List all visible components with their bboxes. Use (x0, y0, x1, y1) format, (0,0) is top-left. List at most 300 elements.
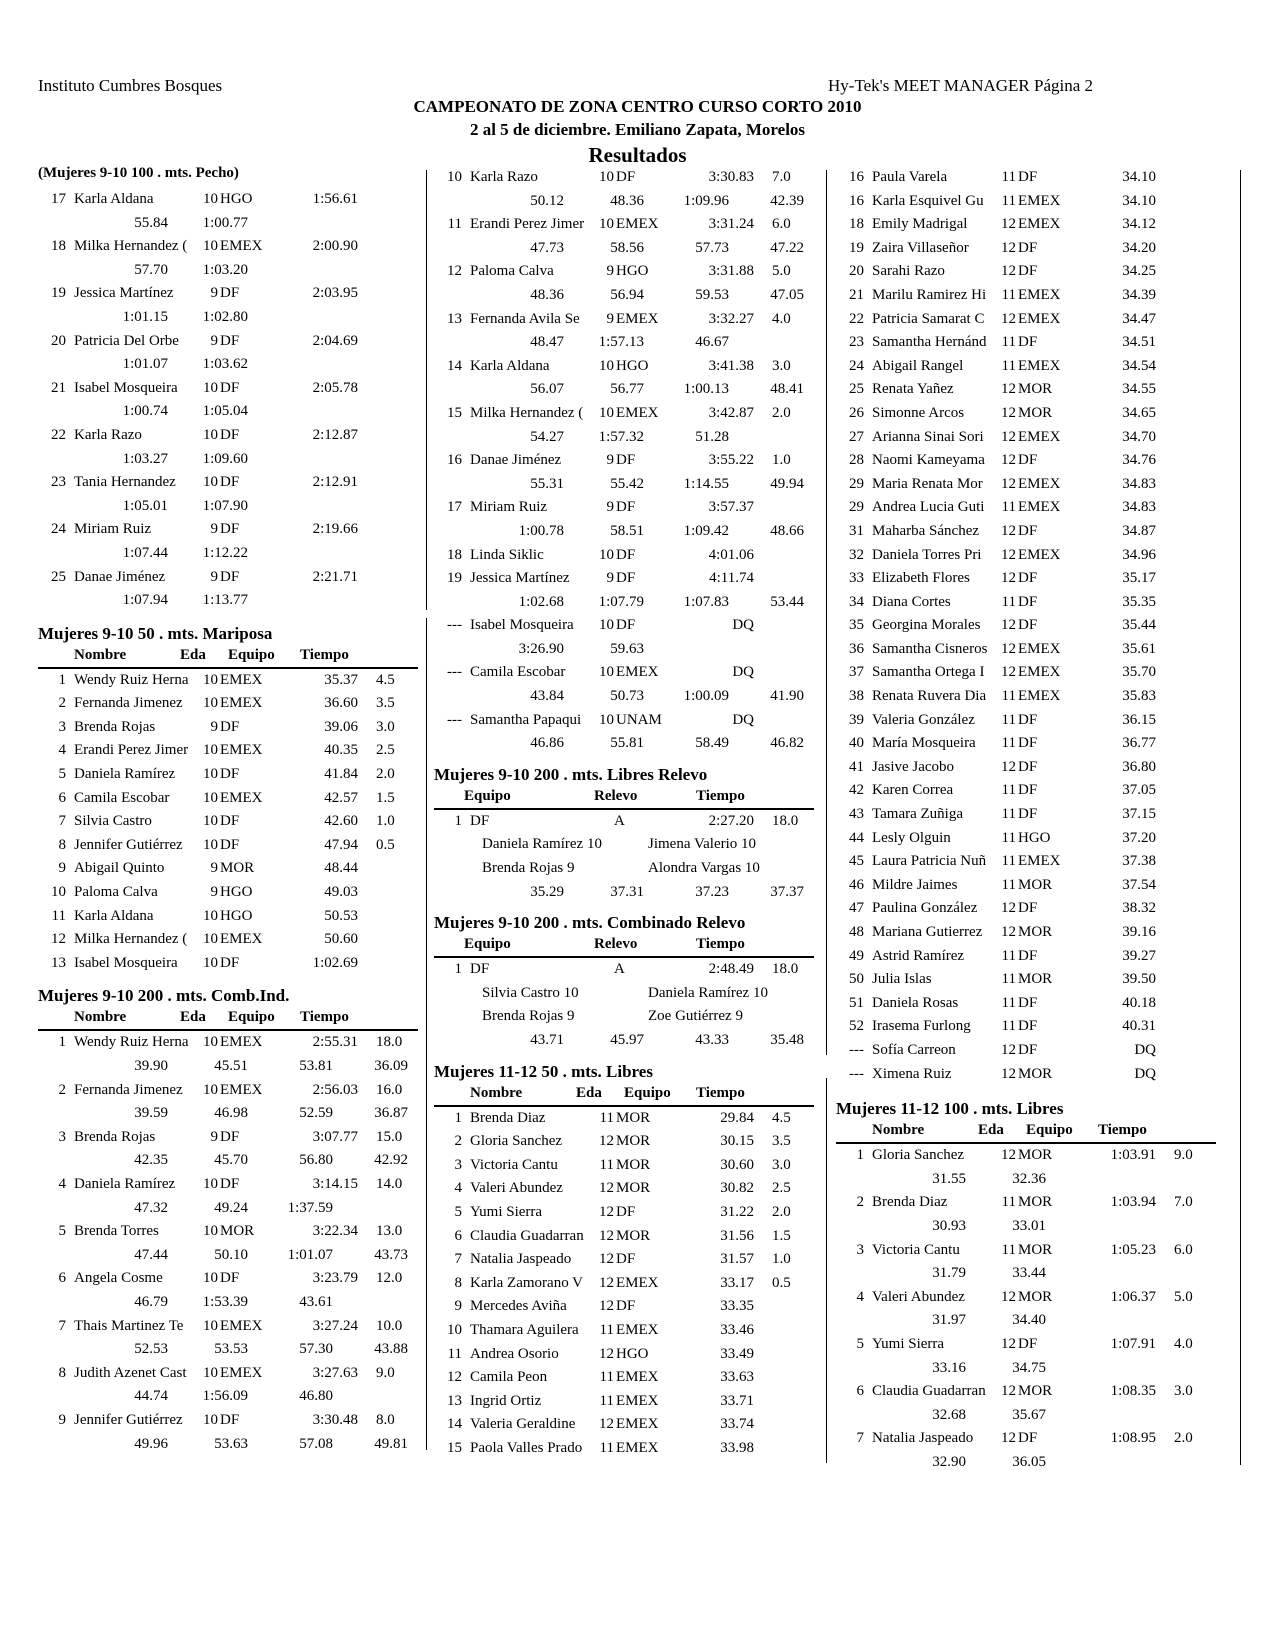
place: 36 (849, 640, 864, 657)
place: 16 (849, 192, 864, 209)
points: 2.5 (376, 742, 395, 759)
age: 10 (599, 617, 614, 634)
place: 37 (849, 664, 864, 681)
splits-row (836, 1262, 1216, 1286)
time: 3:14.15 (312, 1175, 358, 1192)
points: 3.0 (376, 718, 395, 735)
place: 23 (51, 474, 66, 491)
result-row (38, 518, 418, 542)
time: 34.12 (1122, 216, 1156, 233)
swimmer-name: Mariana Gutierrez (872, 924, 983, 940)
splits-row (38, 1385, 418, 1409)
split: 1:57.13 (598, 334, 644, 351)
points: 0.5 (376, 836, 395, 853)
relay-swimmer: Daniela Ramírez 10 (648, 984, 768, 1001)
age: 11 (1001, 806, 1016, 823)
result-row (434, 166, 814, 190)
splits-row (434, 685, 814, 709)
split: 43.88 (374, 1341, 408, 1358)
split: 1:05.04 (202, 403, 248, 420)
time: DQ (732, 664, 754, 681)
team: DF (616, 570, 636, 587)
team: MOR (616, 1227, 651, 1244)
age: 9 (210, 332, 218, 349)
team: EMEX (1018, 499, 1061, 516)
relay-swimmers-row (434, 857, 814, 881)
split: 49.94 (770, 475, 804, 492)
place: 9 (58, 1411, 66, 1428)
result-row (836, 732, 1216, 756)
split: 36.87 (374, 1105, 408, 1122)
result-row (836, 638, 1216, 662)
place: 34 (849, 593, 864, 610)
split: 1:53.39 (202, 1293, 248, 1310)
place: 1 (856, 1147, 864, 1164)
team: EMEX (616, 1274, 659, 1291)
split: 1:00.77 (202, 214, 248, 231)
place: 35 (849, 617, 864, 634)
result-row (38, 282, 418, 306)
split: 1:01.07 (287, 1246, 333, 1263)
col-header-time: Tiempo (696, 936, 745, 953)
col-header-team: Equipo (464, 787, 511, 804)
place: 7 (454, 1251, 462, 1268)
team: MOR (616, 1133, 651, 1150)
time: DQ (732, 711, 754, 728)
spacer (836, 1086, 1216, 1094)
split: 47.22 (770, 239, 804, 256)
age: 10 (203, 1364, 218, 1381)
age: 11 (1001, 853, 1016, 870)
team: DF (220, 332, 240, 349)
time: 33.63 (720, 1369, 754, 1386)
place: 47 (849, 900, 864, 917)
swimmer-name: Brenda Diaz (872, 1194, 948, 1211)
result-row (434, 1295, 814, 1319)
place: 14 (447, 357, 462, 374)
split: 47.44 (134, 1246, 168, 1263)
time: 2:21.71 (312, 568, 358, 585)
time: 42.60 (324, 813, 358, 830)
split: 1:02.68 (518, 593, 564, 610)
time: 39.06 (324, 718, 358, 735)
points: 7.0 (772, 169, 791, 185)
event-title: Mujeres 11-12 50 . mts. Libres (434, 1061, 653, 1081)
points: 3.5 (772, 1133, 791, 1150)
swimmer-name: Claudia Guadarran (872, 1383, 986, 1400)
place: 15 (447, 1439, 462, 1456)
place: 49 (849, 947, 864, 964)
relay-swimmer: Zoe Gutiérrez 9 (648, 1008, 743, 1025)
swimmer-name: Brenda Rojas (74, 718, 156, 735)
age: 12 (599, 1251, 614, 1268)
split: 58.56 (610, 239, 644, 256)
team: DF (1018, 735, 1038, 752)
relay-swimmers-row (434, 982, 814, 1006)
place: 20 (849, 263, 864, 280)
points: 12.0 (376, 1270, 403, 1287)
splits-row (434, 638, 814, 662)
place: 21 (51, 379, 66, 396)
age: 11 (1001, 994, 1016, 1011)
age: 11 (1001, 169, 1016, 185)
splits-row (434, 881, 814, 905)
place: 51 (849, 994, 864, 1011)
age: 10 (203, 836, 218, 853)
result-row (836, 1191, 1216, 1215)
swimmer-name: Natalia Jaspeado (470, 1251, 572, 1268)
time: 3:32.27 (708, 310, 754, 327)
split: 1:37.59 (287, 1199, 333, 1216)
swimmer-name: Sofía Carreon (872, 1041, 956, 1058)
age: 12 (1001, 428, 1016, 445)
swimmer-name: Miriam Ruiz (74, 521, 152, 538)
points: 3.0 (772, 357, 791, 374)
swimmer-name: Emily Madrigal (872, 216, 968, 233)
meet-title: CAMPEONATO DE ZONA CENTRO CURSO CORTO 2010 (413, 97, 862, 116)
result-row (836, 331, 1216, 355)
age: 12 (599, 1227, 614, 1244)
result-row (836, 1333, 1216, 1357)
result-row (38, 1031, 418, 1055)
team: EMEX (1018, 640, 1061, 657)
split: 45.97 (610, 1032, 644, 1048)
splits-row (38, 1149, 418, 1173)
place: 20 (51, 332, 66, 349)
place: 25 (51, 568, 66, 585)
swimmer-name: Isabel Mosqueira (470, 617, 574, 634)
split: 48.47 (530, 334, 564, 351)
place: 2 (856, 1194, 864, 1211)
swimmer-name: Maria Renata Mor (872, 475, 983, 492)
place: 11 (51, 907, 66, 924)
points: 10.0 (376, 1317, 403, 1334)
swimmer-name: Arianna Sinai Sori (872, 428, 984, 445)
time: 33.71 (720, 1392, 754, 1409)
column-divider (426, 618, 427, 1450)
result-row (38, 669, 418, 693)
time: 50.60 (324, 931, 358, 948)
column-divider (826, 1078, 827, 1463)
split: 53.53 (214, 1341, 248, 1358)
place: 3 (856, 1241, 864, 1258)
points: 15.0 (376, 1128, 403, 1145)
place: --- (447, 617, 462, 634)
age: 9 (210, 860, 218, 877)
result-row (434, 544, 814, 568)
column-header-row (434, 1083, 814, 1107)
team: MOR (1018, 971, 1053, 988)
result-row (434, 1201, 814, 1225)
team: DF (220, 954, 240, 971)
split: 47.73 (530, 239, 564, 256)
team: EMEX (1018, 286, 1061, 303)
place: 5 (58, 1223, 66, 1240)
splits-row (434, 331, 814, 355)
time: 37.20 (1122, 829, 1156, 846)
result-row (434, 661, 814, 685)
time: 33.35 (720, 1298, 754, 1315)
team: DF (616, 1203, 636, 1220)
place: 4 (856, 1288, 864, 1305)
team: DF (220, 1175, 240, 1192)
split: 1:14.55 (683, 475, 729, 492)
column-header-row (434, 934, 814, 958)
place: 24 (51, 521, 66, 538)
points: 4.5 (376, 671, 395, 688)
swimmer-name: Karla Razo (74, 426, 142, 443)
age: 10 (599, 546, 614, 563)
result-row (836, 850, 1216, 874)
result-row (38, 881, 418, 905)
result-row (38, 763, 418, 787)
age: 12 (1001, 570, 1016, 587)
age: 10 (203, 1317, 218, 1334)
age: 11 (1001, 192, 1016, 209)
split: 59.63 (610, 640, 644, 657)
time: 3:07.77 (312, 1128, 358, 1145)
swimmer-name: Daniela Torres Pri (872, 546, 982, 563)
age: 12 (1001, 522, 1016, 539)
age: 10 (203, 379, 218, 396)
team: DF (1018, 617, 1038, 634)
split: 42.35 (134, 1152, 168, 1169)
swimmer-name: Claudia Guadarran (470, 1227, 584, 1244)
time: 1:08.35 (1110, 1383, 1156, 1400)
split: 56.94 (610, 286, 644, 303)
time: 49.03 (324, 884, 358, 901)
swimmer-name: Ximena Ruiz (872, 1065, 952, 1082)
place: 5 (454, 1203, 462, 1220)
age: 10 (203, 766, 218, 783)
points: 4.0 (772, 310, 791, 327)
result-row (434, 1366, 814, 1390)
time: 34.70 (1122, 428, 1156, 445)
split: 57.73 (695, 239, 729, 256)
place: 18 (447, 546, 462, 563)
time: 30.15 (720, 1133, 754, 1150)
team: DF (220, 813, 240, 830)
age: 12 (1001, 1065, 1016, 1082)
result-row (836, 1286, 1216, 1310)
place: 43 (849, 806, 864, 823)
split: 1:12.22 (202, 544, 248, 561)
age: 11 (1001, 947, 1016, 964)
col-header-name: Nombre (872, 1122, 925, 1139)
team: EMEX (1018, 853, 1061, 870)
column-header-row (836, 1120, 1216, 1144)
team: HGO (220, 191, 253, 207)
split: 31.97 (932, 1312, 966, 1329)
points: 16.0 (376, 1081, 403, 1098)
split: 54.27 (530, 428, 564, 445)
split: 53.63 (214, 1435, 248, 1452)
result-row (434, 449, 814, 473)
team: EMEX (220, 931, 263, 948)
team: DF (616, 452, 636, 469)
team: EMEX (220, 238, 263, 255)
place: 29 (849, 475, 864, 492)
points: 3.0 (772, 1156, 791, 1173)
place: 12 (51, 931, 66, 948)
swimmer-name: Paula Varela (872, 169, 948, 185)
place: 8 (58, 1364, 66, 1381)
swimmer-name: Karla Zamorano V (470, 1274, 584, 1291)
team: EMEX (220, 671, 263, 688)
result-row (434, 614, 814, 638)
split: 51.28 (695, 428, 729, 445)
result-row (38, 857, 418, 881)
col-header-team: Equipo (464, 936, 511, 953)
result-row (836, 426, 1216, 450)
result-row (38, 1220, 418, 1244)
split: 1:07.83 (683, 593, 729, 610)
event-title: Mujeres 9-10 50 . mts. Mariposa (38, 623, 273, 643)
age: 11 (1001, 876, 1016, 893)
place: 13 (51, 954, 66, 971)
age: 12 (1001, 1147, 1016, 1164)
split: 58.51 (610, 522, 644, 539)
place: 10 (447, 169, 462, 185)
points: 8.0 (376, 1411, 395, 1428)
age: 11 (599, 1439, 614, 1456)
relay-swimmer: Jimena Valerio 10 (648, 836, 757, 853)
result-row (836, 779, 1216, 803)
time: 42.57 (324, 789, 358, 806)
time: DQ (1134, 1041, 1156, 1058)
place: 23 (849, 334, 864, 351)
points: 4.0 (1174, 1335, 1193, 1352)
age: 10 (203, 931, 218, 948)
swimmer-name: Milka Hernandez ( (470, 404, 584, 421)
relay-row (434, 958, 814, 982)
split: 33.44 (1012, 1265, 1046, 1282)
result-row (38, 566, 418, 590)
age: 12 (1001, 310, 1016, 327)
place: 6 (58, 789, 66, 806)
team: MOR (1018, 404, 1053, 421)
age: 12 (1001, 381, 1016, 398)
split: 1:13.77 (202, 592, 248, 609)
split: 1:00.13 (683, 381, 729, 398)
split: 37.37 (770, 883, 804, 900)
event-title: Mujeres 11-12 100 . mts. Libres (836, 1099, 1064, 1119)
relay-swimmers-row (434, 1005, 814, 1029)
place: 4 (58, 1175, 66, 1192)
age: 12 (1001, 1288, 1016, 1305)
place: 48 (849, 924, 864, 940)
place: 19 (447, 570, 462, 587)
swimmer-name: Jessica Martínez (74, 285, 174, 302)
time: 3:41.38 (708, 357, 754, 374)
points: 0.5 (772, 1274, 791, 1291)
result-row (434, 1272, 814, 1296)
split: 31.79 (932, 1265, 966, 1282)
place: 22 (51, 426, 66, 443)
team: EMEX (220, 1034, 263, 1051)
team: DF (1018, 169, 1038, 185)
column-divider (1240, 170, 1241, 1465)
swimmer-name: Karen Correa (872, 782, 954, 799)
points: 3.5 (376, 695, 395, 712)
split: 57.30 (299, 1341, 333, 1358)
team: EMEX (220, 695, 263, 712)
result-row (836, 355, 1216, 379)
column-header-row (38, 1007, 418, 1031)
team: EMEX (1018, 688, 1061, 705)
team: DF (616, 499, 636, 516)
split: 50.73 (610, 688, 644, 705)
split: 46.80 (299, 1388, 333, 1405)
col-header-team: Equipo (1026, 1122, 1073, 1139)
swimmer-name: Linda Siklic (470, 546, 544, 563)
team: EMEX (1018, 216, 1061, 233)
swimmer-name: Elizabeth Flores (872, 570, 970, 587)
split: 46.79 (134, 1293, 168, 1310)
team: DF (1018, 570, 1038, 587)
place: 2 (454, 1133, 462, 1150)
points: 18.0 (376, 1034, 403, 1051)
result-row (836, 166, 1216, 190)
age: 10 (203, 474, 218, 491)
age: 9 (210, 718, 218, 735)
result-row (836, 661, 1216, 685)
swimmer-name: Paloma Calva (74, 884, 158, 901)
swimmer-name: Tamara Zuñiga (872, 806, 963, 823)
split: 56.07 (530, 381, 564, 398)
results-column-1 (38, 166, 418, 1456)
splits-row (38, 1102, 418, 1126)
splits-row (836, 1215, 1216, 1239)
split: 45.70 (214, 1152, 248, 1169)
split: 57.70 (134, 261, 168, 278)
relay-swimmer: Daniela Ramírez 10 (482, 836, 602, 853)
place: 4 (58, 742, 66, 759)
result-row (38, 1267, 418, 1291)
swimmer-name: Milka Hernandez ( (74, 238, 188, 255)
age: 12 (1001, 1430, 1016, 1447)
swimmer-name: Karla Aldana (74, 191, 154, 207)
age: 11 (1001, 782, 1016, 799)
place: 12 (447, 1369, 462, 1386)
swimmer-name: Miriam Ruiz (470, 499, 548, 516)
team: DF (220, 568, 240, 585)
swimmer-name: Samantha Papaqui (470, 711, 582, 728)
team: EMEX (220, 742, 263, 759)
swimmer-name: Karla Esquivel Gu (872, 192, 984, 209)
place: 17 (51, 191, 66, 207)
swimmer-name: Camila Peon (470, 1369, 548, 1386)
splits-row (836, 1168, 1216, 1192)
place: 50 (849, 971, 864, 988)
results-column-2 (434, 166, 814, 1461)
swimmer-name: Danae Jiménez (74, 568, 166, 585)
place: 18 (849, 216, 864, 233)
splits-row (836, 1451, 1216, 1475)
swimmer-name: Diana Cortes (872, 593, 951, 610)
split: 43.71 (530, 1032, 564, 1048)
team: EMEX (616, 1321, 659, 1338)
time: 34.20 (1122, 239, 1156, 256)
split: 1:03.62 (202, 356, 248, 373)
time: 3:22.34 (312, 1223, 358, 1240)
result-row (38, 692, 418, 716)
split: 32.36 (1012, 1170, 1046, 1187)
time: 4:01.06 (708, 546, 754, 563)
place: 19 (849, 239, 864, 256)
swimmer-name: Victoria Cantu (872, 1241, 960, 1258)
age: 9 (606, 570, 614, 587)
